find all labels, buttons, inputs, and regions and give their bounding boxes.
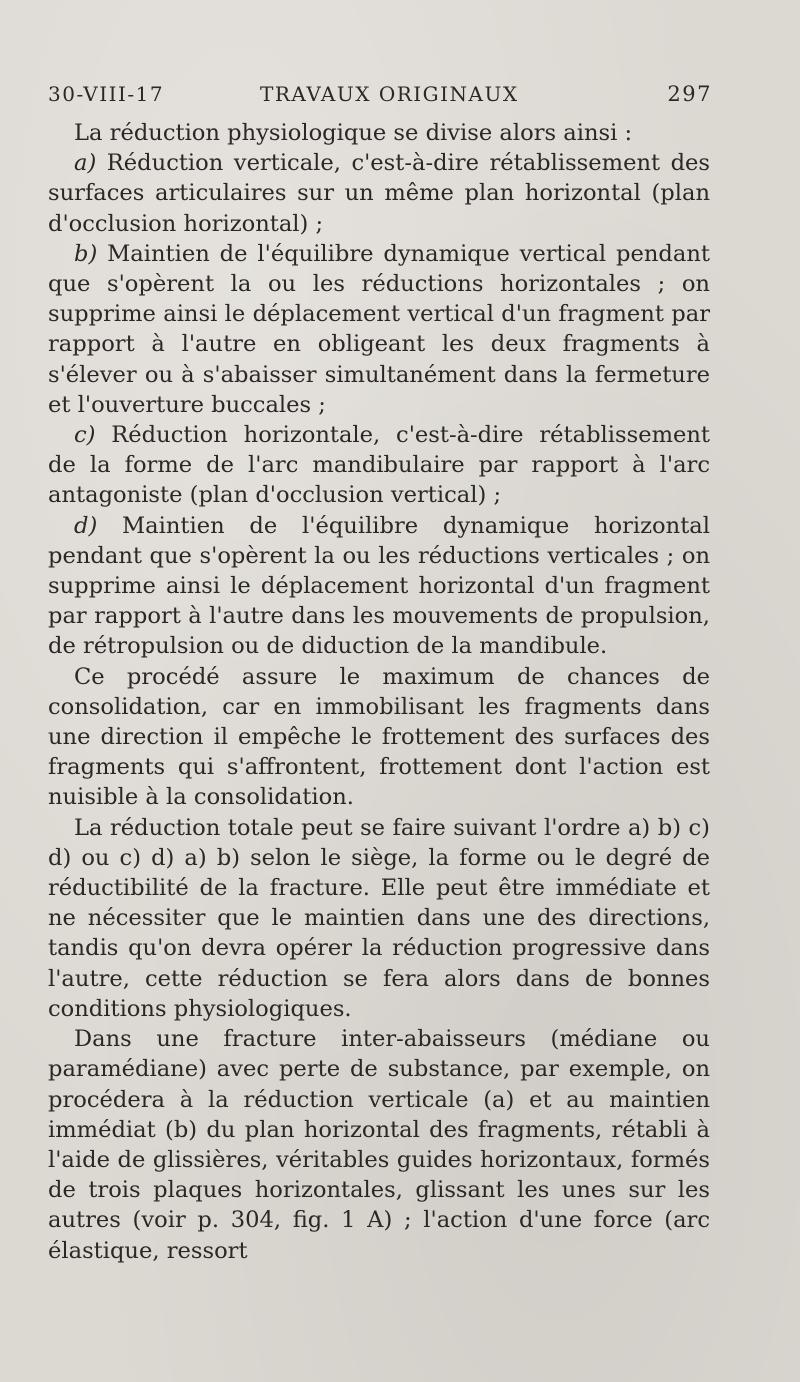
- running-header: [48, 82, 712, 112]
- paragraph-text: Maintien de l'équilibre dynamique vertical pendant que s'opèrent la ou les réductions horizontales ; on supprime ainsi le déplacement vertical d'un fragment par rapport à l'autre en obligeant les deux fragments à s'élever ou à s'abaisser simultanément dans la fermeture et l'ouverture buccales ;: [48, 240, 710, 418]
- paragraph: [48, 813, 710, 1024]
- paragraph: [48, 1024, 710, 1266]
- paragraph: [48, 239, 710, 420]
- paragraph-lead: b): [74, 240, 98, 267]
- paragraph: [48, 118, 710, 148]
- paragraph-text: Dans une fracture inter-abaisseurs (médiane ou paramédiane) avec perte de substance, par exemple, on procédera à la réduction verticale (a) et au maintien immédiat (b) du plan horizontal des fragments, rétabli à l'aide de glissières, véritables guides horizontaux, formés de trois plaques horizontales, glissant les unes sur les autres (voir p. 304, fig. 1 A) ; l'action d'une force (arc élastique, ressort: [48, 1026, 710, 1264]
- paragraph: [48, 662, 710, 813]
- body-text: [48, 118, 710, 1266]
- page-number: 297: [667, 82, 712, 106]
- paragraph-text: Ce procédé assure le maximum de chances de consolidation, car en immobilisant les fragments dans une direction il empêche le frottement des surfaces des fragments qui s'affrontent, frottement dont l'action est nuisible à la consolidation.: [48, 663, 710, 811]
- paragraph-text: Réduction horizontale, c'est-à-dire rétablissement de la forme de l'arc mandibulaire par rapport à l'arc antagoniste (plan d'occlusion vertical) ;: [48, 422, 710, 509]
- header-title: TRAVAUX ORIGINAUX: [260, 82, 519, 106]
- paragraph: [48, 511, 710, 662]
- paragraph-text: Réduction verticale, c'est-à-dire rétablissement des surfaces articulaires sur un même plan horizontal (plan d'occlusion horizontal) ;: [48, 150, 710, 237]
- paragraph: [48, 420, 710, 511]
- paragraph-text: La réduction physiologique se divise alors ainsi :: [74, 120, 633, 146]
- paragraph-text: Maintien de l'équilibre dynamique horizontal pendant que s'opèrent la ou les réductions verticales ; on supprime ainsi le déplacement horizontal d'un fragment par rapport à l'autre dans les mouvements de propulsion, de rétropulsion ou de diduction de la mandibule.: [48, 512, 710, 660]
- paragraph-lead: d): [74, 512, 98, 539]
- header-date: 30-VIII-17: [48, 82, 165, 106]
- paragraph-lead: a): [74, 150, 97, 177]
- paragraph-text: La réduction totale peut se faire suivant l'ordre a) b) c) d) ou c) d) a) b) selon le siège, la forme ou le degré de réductibilité de la fracture. Elle peut être immédiate et ne nécessiter que le maintien dans une des directions, tandis qu'on devra opérer la réduction progressive dans l'autre, cette réduction se fera alors dans de bonnes conditions physiologiques.: [48, 814, 710, 1022]
- paragraph: [48, 148, 710, 239]
- paragraph-lead: c): [74, 422, 96, 449]
